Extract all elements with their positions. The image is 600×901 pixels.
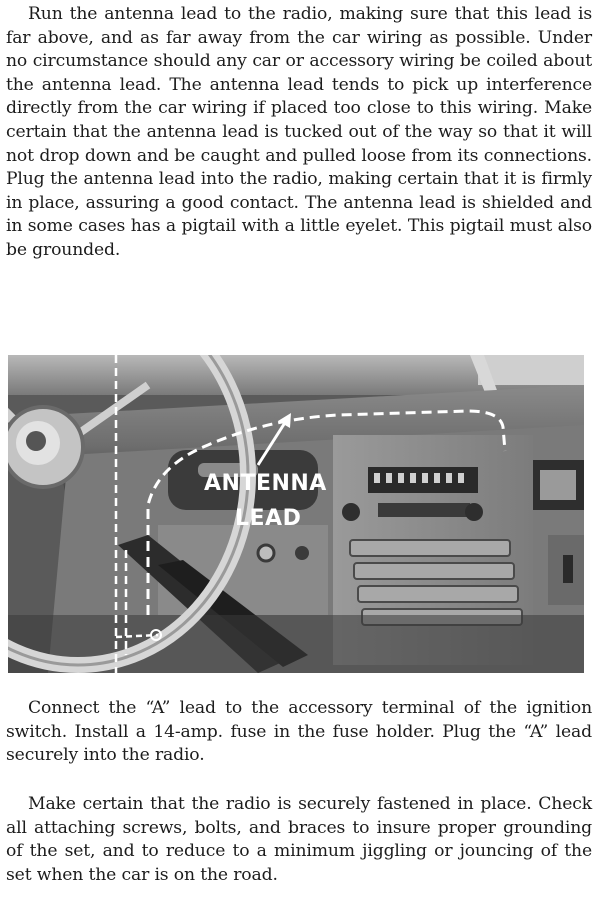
- radio-knob-right: [465, 503, 483, 521]
- radio-knob-left: [342, 503, 360, 521]
- callout-antenna: ANTENNA: [204, 471, 327, 496]
- paragraph-a-lead-connection: Connect the “A” lead to the accessory terminal of the ignition switch. Install a 14-amp. fuse in the fuse holder. Plug the “A” lead securely into the radio.: [6, 698, 592, 766]
- paragraph-antenna-lead-routing: Run the antenna lead to the radio, making sure that this lead is far above, and as far away from the car wiring as possible. Under no circumstance should any car or accessory wiring be coiled about the antenna lead. The antenna lead tends to pick up interference directly from the car wiring if placed too close to this wiring. Make certain that the antenna lead is tucked out of the way so that it will not drop down and be caught and pulled loose from its connections. Plug the antenna lead into the radio, making certain that it is firmly in place, assuring a good contact. The antenna lead is shielded and in some cases has a pigtail with a little eyelet. This pigtail must also be grounded.: [6, 4, 592, 260]
- radio-buttons: [378, 503, 470, 517]
- paragraph-fasten-radio: Make certain that the radio is securely fastened in place. Check all attaching screws, bolts, and braces to insure proper grounding of the set, and to reduce to a minimum jiggling or jouncing of the set when the car is on the road.: [6, 794, 592, 885]
- callout-lead: LEAD: [235, 506, 302, 531]
- dashboard-photo: [8, 355, 584, 673]
